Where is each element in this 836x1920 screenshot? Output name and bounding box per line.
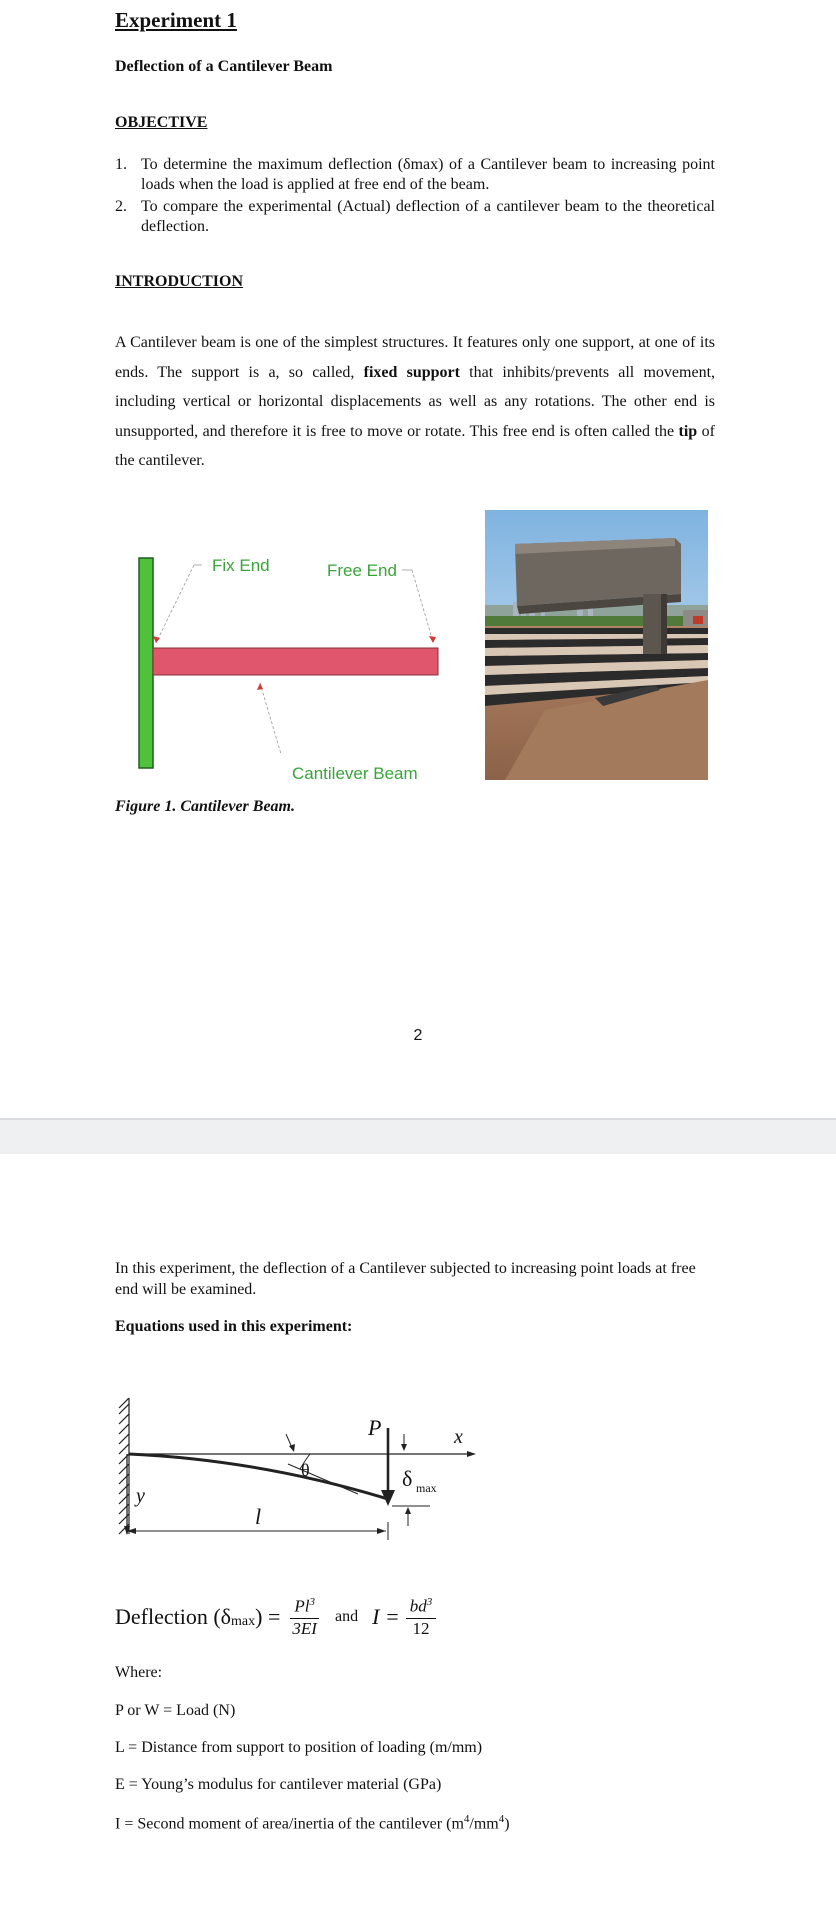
experiment-subtitle: Deflection of a Cantilever Beam — [115, 58, 333, 75]
formula-and: and — [335, 1608, 359, 1626]
intro-text: A Cantilever beam is one of the simplest structures. It features only one support, at one of its ends. The support is a, so called, — [115, 334, 715, 381]
arrow-head — [289, 1444, 295, 1452]
formula-lhs-text: Deflection ( — [115, 1604, 221, 1630]
arrow-head — [405, 1507, 411, 1514]
objective-heading: OBJECTIVE — [115, 114, 208, 131]
figure-caption: Figure 1. Cantilever Beam. — [115, 798, 295, 815]
experiment-title: Experiment 1 — [115, 8, 237, 32]
fraction-1-numerator — [290, 1596, 319, 1619]
label-cantilever-beam: Cantilever Beam — [292, 764, 418, 783]
definition-inertia-sup: 4 — [498, 1813, 505, 1825]
objective-text: To determine the maximum deflection (δmax) of a Cantilever beam to increasing point loads when the load is applied at free end of the beam. — [141, 156, 715, 193]
formula-delta-sub: max — [231, 1614, 256, 1630]
label-delta: δ — [402, 1466, 413, 1491]
intro-bold-fixed-support: fixed support — [363, 363, 460, 381]
formula-equals: ) = — [255, 1604, 281, 1630]
fraction-1-num-text: Pl — [294, 1596, 310, 1616]
objective-number: 1. — [115, 156, 127, 173]
label-free-end: Free End — [327, 561, 397, 580]
deflection-diagram — [110, 1394, 480, 1544]
label-length-l: l — [255, 1504, 262, 1529]
cantilever-structure-photo — [485, 510, 708, 780]
definition-inertia-close: ) — [504, 1815, 510, 1833]
where-label: Where: — [115, 1664, 163, 1681]
intro-text: of the cantilever. — [115, 422, 716, 469]
introduction-heading: INTRODUCTION — [115, 273, 244, 290]
fixed-support-wall — [139, 558, 153, 768]
formula-fraction-1 — [290, 1596, 319, 1639]
intro-bold-tip: tip — [678, 422, 698, 440]
page-number: 2 — [413, 1027, 423, 1044]
deflected-beam-curve — [129, 1454, 388, 1499]
formula-delta: δ — [220, 1604, 232, 1630]
label-x: x — [454, 1426, 463, 1448]
arrow-head — [257, 683, 263, 690]
equations-heading: Equations used in this experiment: — [115, 1318, 353, 1335]
fraction-2-num-text: bd — [409, 1596, 427, 1616]
definition-length: L = Distance from support to position of loading (m/mm) — [115, 1739, 483, 1756]
definition-inertia-unit: /mm — [469, 1815, 499, 1833]
label-theta: θ — [301, 1460, 310, 1480]
objective-item — [115, 197, 715, 237]
label-fix-end: Fix End — [212, 556, 270, 575]
definition-load: P or W = Load (N) — [115, 1702, 236, 1719]
leader-line-fix-end — [156, 565, 194, 643]
fraction-2-numerator — [406, 1596, 437, 1619]
fraction-1-num-sup: 3 — [309, 1596, 315, 1608]
label-delta-max: max — [416, 1481, 437, 1495]
beam-body — [153, 648, 438, 675]
introduction-paragraph — [115, 328, 715, 476]
definition-inertia — [115, 1813, 510, 1833]
label-load-p: P — [368, 1415, 382, 1440]
cantilever-beam-diagram — [120, 535, 460, 795]
arrow-head — [401, 1444, 407, 1451]
objective-text: To compare the experimental (Actual) deflection of a cantilever beam to the theoretical deflection. — [141, 198, 715, 235]
page-separator — [0, 1118, 836, 1154]
deflection-formula — [115, 1596, 436, 1639]
definition-inertia-sup: 4 — [463, 1813, 470, 1825]
fraction-2-denominator: 12 — [412, 1618, 430, 1638]
definition-modulus: E = Young’s modulus for cantilever material (GPa) — [115, 1776, 442, 1793]
objective-list — [115, 155, 715, 239]
leader-line-beam — [260, 683, 281, 754]
experiment-description: In this experiment, the deflection of a Cantilever subjected to increasing point loads at free end will be examined. — [115, 1260, 696, 1298]
formula-fraction-2 — [406, 1596, 437, 1639]
intro-text: that inhibits/prevents all movement, including vertical or horizontal displacements as well as any rotations. The other end is unsupported, and therefore it is free to move or rotate. This free end is often called the — [115, 363, 716, 440]
document-page-2 — [0, 1154, 836, 1920]
x-axis-arrow — [467, 1451, 476, 1457]
label-y: y — [136, 1485, 145, 1507]
fraction-1-denominator: 3EI — [292, 1618, 317, 1638]
definition-inertia-text: I = Second moment of area/inertia of the cantilever (m — [115, 1815, 464, 1833]
arrow-head — [377, 1528, 386, 1534]
tangent-line — [288, 1464, 358, 1494]
leader-line-free-end — [412, 570, 433, 642]
fraction-2-num-sup: 3 — [426, 1596, 433, 1608]
formula-i-label: I = — [372, 1604, 400, 1630]
objective-number: 2. — [115, 198, 127, 215]
objective-item — [115, 155, 715, 195]
arrow-head — [429, 636, 436, 643]
